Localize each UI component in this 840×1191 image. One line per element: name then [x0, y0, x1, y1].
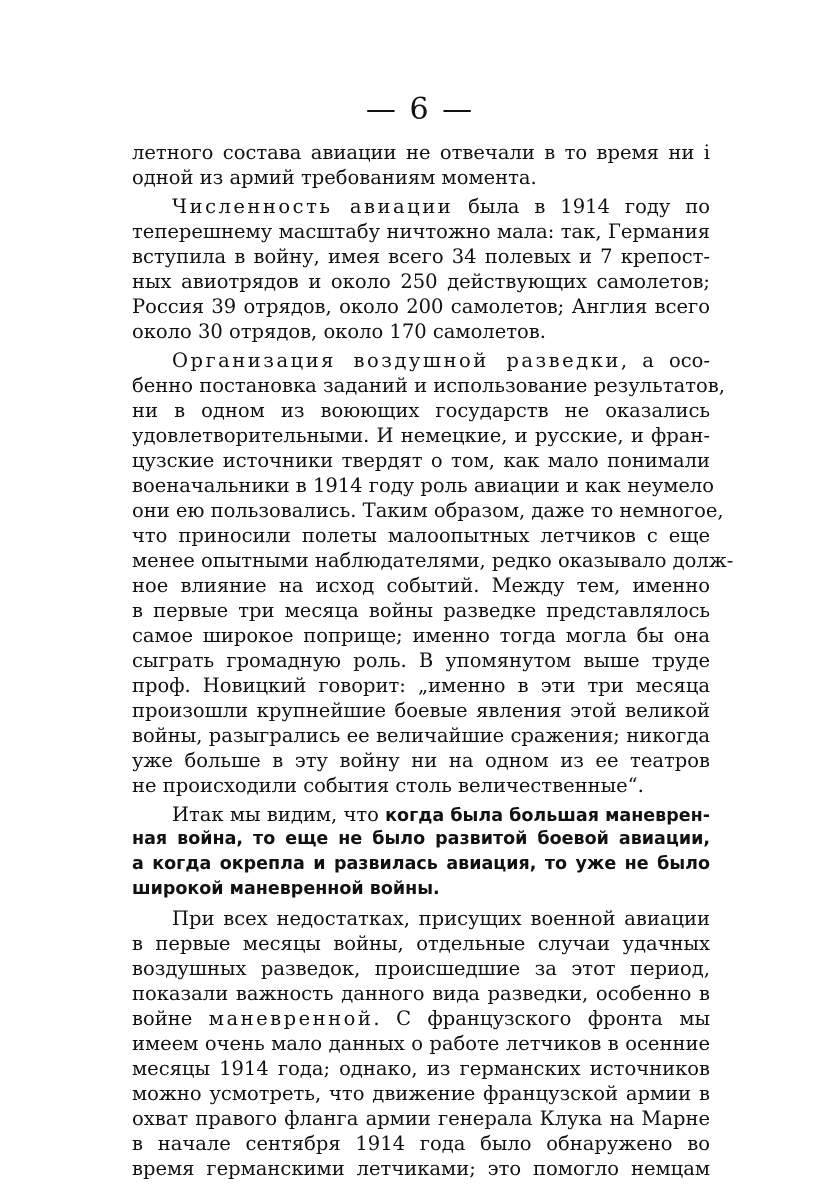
text-line: цузские источники твердят о том, как мало понимали [132, 449, 710, 472]
text-line: а когда окрепла и развилась авиация, то уже не было [132, 854, 710, 874]
text-line: они ею пользовались. Таким образом, даже то немногое, [132, 499, 724, 522]
text-line: проф. Новицкий говорит: „именно в эти три месяца [132, 674, 710, 697]
text-line: показали важность данного вида разведки, особенно в [132, 982, 710, 1005]
text-line: военачальники в 1914 году роль авиации и как неумело [132, 474, 715, 497]
text-line: ное влияние на исход событий. Между тем, именно [132, 574, 710, 597]
text-line: ных авиотрядов и около 250 действующих самолетов; [132, 270, 710, 293]
text-line: Россия 39 отрядов, около 200 самолетов; Англия всего [132, 295, 710, 318]
text-line: имеем очень мало данных о работе летчиков в осенние [132, 1032, 710, 1055]
text-line: войне маневренной. С французского фронта мы [132, 1007, 711, 1030]
text-line: что приносили полеты малоопытных летчиков с еще [132, 524, 710, 547]
text-line: Организация воздушной разведки, а осо- [172, 349, 711, 372]
paragraph-5 [132, 906, 710, 1181]
body-text [132, 140, 734, 1181]
text-line: летного состава авиации не отвечали в то время ни і [132, 141, 710, 164]
text-line: бенно постановка заданий и использование результатов, [132, 374, 725, 397]
text-line: уже больше в эту войну ни на одном из ее театров [132, 749, 710, 772]
text-line: одной из армий требованиям момента. [132, 166, 537, 189]
paragraph-1 [132, 140, 710, 190]
text-line: сыграть громадную роль. В упомянутом выше труде [132, 649, 710, 672]
text-line: в первые месяцы войны, отдельные случаи удачных [132, 932, 710, 955]
text-line: воздушных разведок, происшедшие за этот период, [132, 957, 710, 980]
text-line: При всех недостатках, присущих военной авиации [172, 907, 710, 930]
text-line: месяцы 1914 года; однако, из германских источников [132, 1057, 710, 1080]
text-line: не происходили события столь величественные“. [132, 774, 644, 797]
text-line: вступила в войну, имея всего 34 полевых и 7 крепост- [132, 245, 710, 268]
text-line: охват правого фланга армии генерала Клука на Марне [132, 1107, 710, 1130]
text-line: ни в одном из воюющих государств не оказались [132, 399, 710, 422]
text-line: широкой маневренной войны. [132, 879, 440, 899]
text-line: удовлетворительными. И немецкие, и русские, и фран- [132, 424, 710, 447]
text-line: самое широкое поприще; именно тогда могла бы она [132, 624, 710, 647]
paragraph-3 [132, 348, 734, 798]
text-line: время германскими летчиками; это помогло немцам [132, 1157, 710, 1180]
text-line: около 30 отрядов, около 170 самолетов. [132, 320, 546, 343]
text-line: Итак мы видим, что когда была большая маневрен- [172, 803, 710, 826]
text-line: ная война, то еще не было развитой боевой авиации, [132, 829, 710, 849]
text-line: можно усмотреть, что движение французской армии в [132, 1082, 710, 1105]
text-line: в первые три месяца войны разведке представлялось [132, 599, 710, 622]
text-line: теперешнему масштабу ничтожно мала: так, Германия [132, 220, 710, 243]
text-line: произошли крупнейшие боевые явления этой великой [132, 699, 710, 722]
text-line: менее опытными наблюдателями, редко оказывало долж- [132, 549, 734, 572]
text-line: войны, разыгрались ее величайшие сражения; никогда [132, 724, 710, 747]
text-line: Численность авиации была в 1914 году по [172, 195, 711, 218]
text-line: в начале сентября 1914 года было обнаружено во [132, 1132, 710, 1155]
paragraph-2 [132, 194, 710, 344]
paragraph-4 [132, 802, 710, 902]
page-number: — 6 — [365, 92, 475, 127]
